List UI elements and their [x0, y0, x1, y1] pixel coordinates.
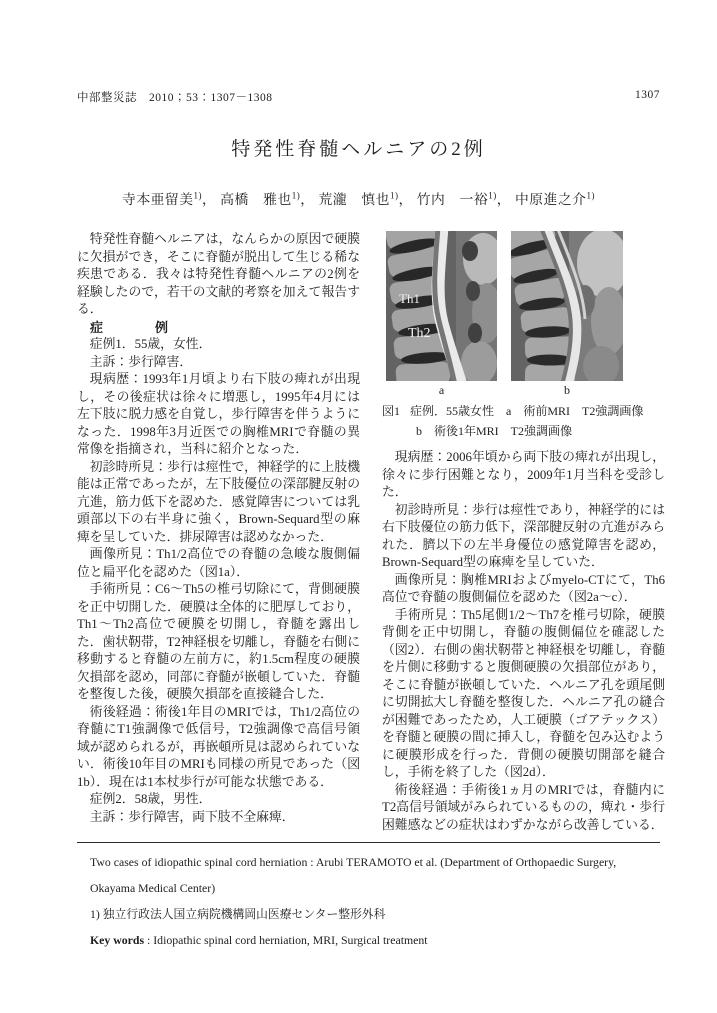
page-footer	[90, 849, 658, 953]
vertebra-annotation-th1: Th1	[399, 291, 420, 306]
left-column	[77, 231, 360, 834]
author-name: 中原進之介$^{1)}$	[514, 190, 595, 207]
figure-panels	[382, 231, 665, 398]
keywords-label: Key words	[90, 933, 145, 947]
mri-image-preop	[386, 231, 497, 381]
figure-panel-a	[386, 231, 497, 398]
body-paragraph: 主訴：歩行障害．	[89, 354, 193, 369]
figure-caption-label: 図1	[382, 404, 401, 418]
vertebra-annotation-th2: Th2	[408, 326, 431, 341]
body-paragraph: 画像所見：Th1/2高位での脊髄の急峻な腹側偏位と扁平化を認めた（図1a）．	[77, 547, 360, 579]
author-affiliation-mark: 1)	[193, 190, 203, 201]
author-separator: ，	[202, 192, 217, 207]
author-affiliation-mark: 1)	[291, 190, 301, 201]
author-name: 高橋 雅也$^{1)}$	[220, 190, 301, 207]
page-number: 1307	[635, 89, 660, 101]
body-paragraph: 症例2．58歳，男性．	[89, 792, 212, 806]
author-name: 荒瀧 慎也$^{1)}$	[318, 190, 399, 207]
figure-caption-line2: b 術後1年MRI T2強調画像	[416, 424, 573, 438]
body-paragraph: 手術所見：C6～Th5の椎弓切除にて，背側硬膜を正中切開した．硬膜は全体的に肥厚しており，Th1～Th2高位で硬膜を切開し，脊髄を露出した．歯状靭帯，T2神経根を切離し，脊髄を右側に移動すると脊髄の左前方に，約1.5cm程度の硬膜欠損部を認め，同部に脊髄が嵌頓していた．脊髄を整復した後，硬膜欠損部を直接縫合した．	[77, 582, 360, 701]
author-separator: ，	[496, 192, 512, 207]
body-paragraph: 現病歴：2006年頃から両下肢の痺れが出現し，徐々に歩行困難となり，2009年1月当科を受診した．	[382, 450, 665, 499]
body-paragraph: 症例1．55歳，女性．	[89, 337, 212, 351]
body-columns	[77, 231, 665, 834]
case-section-heading: 症 例	[90, 319, 169, 335]
panel-a-letter: a	[438, 383, 445, 397]
keywords-text: : Idiopathic spinal cord herniation, MRI, Surgical treatment	[144, 933, 428, 947]
body-paragraph: 初診時所見：歩行は痙性で，神経学的に上肢機能は正常であったが，左下肢優位の深部腱反射の亢進，筋力低下を認めた．感覚障害については乳頭部以下の右半身に強く，Brown-Sequard型の麻痺を呈していた．排尿障害は認めなかった．	[77, 459, 360, 544]
english-citation: Two cases of idiopathic spinal cord herniation : Arubi TERAMOTO et al. (Department of Orthopaedic Surgery, Okayama Medical Center)	[90, 855, 617, 895]
keywords-line	[90, 927, 658, 953]
footnote-divider	[77, 842, 660, 843]
body-paragraph: 初診時所見：歩行は痙性であり，神経学的には右下肢優位の筋力低下，深部腱反射の亢進がみられた．臍以下の左半身優位の感覚障害を認め，Brown-Sequard型の麻痺を呈していた．	[382, 502, 665, 569]
body-paragraph: 現病歴：1993年1月頃より右下肢の痺れが出現し，その後症状は徐々に増悪し，1995年4月には左下肢に脱力感を自覚し，歩行障害を伴うようになった．1998年3月近医での胸椎MRIで脊髄の異常像を指摘され，当科に紹介となった．	[77, 372, 360, 456]
journal-reference: 中部整災誌 2010；53：1307－1308	[77, 92, 273, 104]
mri-image-postop	[511, 231, 623, 381]
page-header	[77, 89, 660, 105]
intro-paragraph: 特発性脊髄ヘルニアは，なんらかの原因で硬膜に欠損ができ，そこに脊髄が脱出して生じる稀な疾患である．我々は特発性脊髄ヘルニアの2例を経験したので，若干の文献的考察を加えて報告する．	[77, 232, 360, 316]
body-paragraph: 画像所見：胸椎MRIおよびmyelo-CTにて，Th6高位で脊髄の腹側偏位を認めた（図2a～c）．	[382, 572, 665, 604]
author-affiliation-mark: 1)	[488, 190, 497, 201]
body-paragraph: 術後経過：手術後1ヵ月のMRIでは，脊髄内にT2高信号領域がみられているものの，痺れ・歩行困難感などの症状はわずかながら改善している．	[382, 782, 665, 832]
body-paragraph: 手術所見：Th5尾側1/2～Th7を椎弓切除，硬膜背側を正中切開し，脊髄の腹側偏位を確認した（図2）．右側の歯状靭帯と神経根を切離し，脊髄を片側に移動すると腹側硬膜の欠損部位があり，そこに脊髄が嵌頓していた．ヘルニア孔を頭尾側に切開拡大し脊髄を整復した．ヘルニア孔の縫合が困難であったため，人工硬膜（ゴアテックス）を脊髄と硬膜の間に挿入し，脊髄を包み込むように硬膜形成を行った．背側の硬膜切開部を縫合し，手術を終了した（図2d）．	[382, 607, 665, 779]
figure-caption	[382, 401, 665, 441]
author-affiliation-mark: 1)	[389, 190, 399, 201]
figure-caption-text: 症例．55歳女性 a 術前MRI T2強調画像	[410, 404, 644, 418]
right-column	[382, 231, 665, 834]
figure-panel-b	[511, 231, 623, 398]
author-name: 竹内 一裕$^{1)}$	[416, 190, 497, 207]
author-separator: ，	[398, 192, 413, 207]
author-separator: ，	[300, 192, 315, 207]
figure-1	[382, 231, 665, 441]
authors-line	[0, 188, 717, 208]
author-affiliation-mark: 1)	[586, 190, 595, 201]
body-paragraph: 主訴：歩行障害，両下肢不全麻痺．	[89, 809, 295, 824]
panel-b-letter: b	[564, 383, 570, 397]
paper-title: 特発性脊髄ヘルニアの2例	[231, 139, 486, 160]
body-paragraph: 術後経過：術後1年目のMRIでは，Th1/2高位の脊髄にT1強調像で低信号，T2強調像で高信号領域が認められるが，再嵌頓所見は認められていない．術後10年目のMRIも同様の所見であった（図1b）．現在は1本杖歩行が可能な状態である．	[77, 704, 360, 789]
affiliation-footnote: 1) 独立行政法人国立病院機構岡山医療センター整形外科	[90, 907, 386, 921]
author-name: 寺本亜留美$^{1)}$	[122, 190, 203, 207]
